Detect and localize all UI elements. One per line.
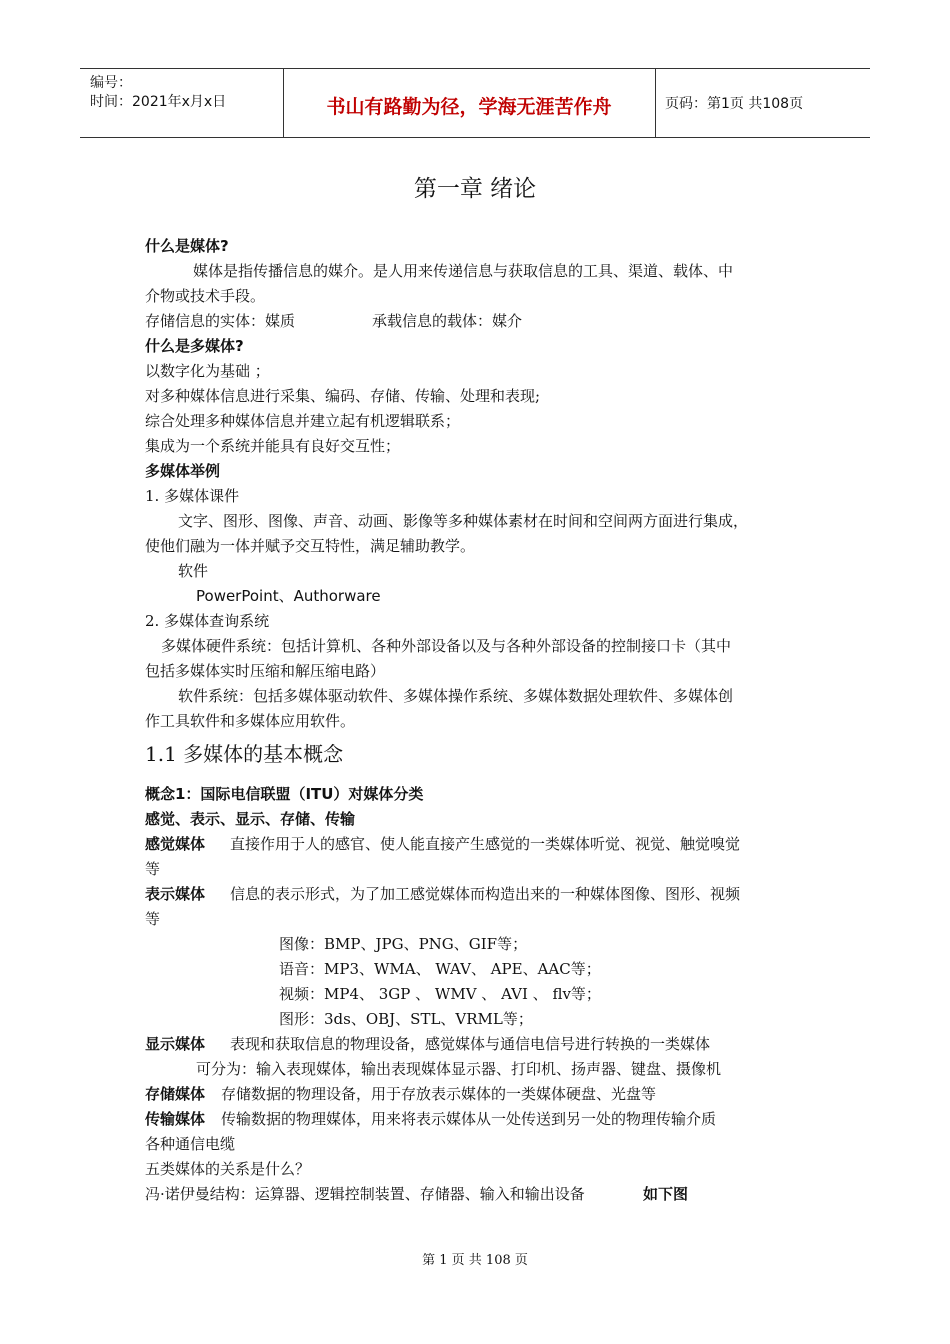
list-item: 综合处理多种媒体信息并建立起有机逻辑联系；: [145, 412, 461, 430]
question-relationship: 五类媒体的关系是什么？: [145, 1160, 311, 1178]
paragraph-line: 文字、图形、图像、声音、动画、影像等多种媒体素材在时间和空间两方面进行集成，: [178, 512, 749, 530]
number-label: 编号：: [90, 75, 132, 91]
term-definition: 表现和获取信息的物理设备，感觉媒体与通信电信号进行转换的一类媒体: [230, 1035, 711, 1053]
term-label: 表示媒体: [145, 885, 206, 903]
term-label: 存储媒体: [145, 1085, 206, 1103]
list-item: 以数字化为基础 ；: [145, 362, 270, 380]
term-definition: 信息的表示形式，为了加工感觉媒体而构造出来的一种媒体图像、图形、视频: [230, 885, 741, 903]
paragraph-line: 使他们融为一体并赋予交互特性，满足辅助教学。: [145, 537, 476, 555]
paragraph-line: 介物或技术手段。: [145, 287, 266, 305]
paragraph-line: 媒体是指传播信息的媒介。是人用来传递信息与获取信息的工具、渠道、载体、中: [193, 262, 734, 280]
software-names: PowerPoint、Authorware: [196, 587, 381, 605]
term-definition: 存储数据的物理设备，用于存放表示媒体的一类媒体硬盘、光盘等: [221, 1085, 657, 1103]
see-figure-note: 如下图: [643, 1185, 689, 1203]
section-title: 1.1 多媒体的基本概念: [145, 742, 344, 766]
term-definition: 可分为：输入表现媒体，输出表现媒体显示器、打印机、扬声器、键盘、摄像机: [196, 1060, 722, 1078]
term-definition: 各种通信电缆: [145, 1135, 236, 1153]
term-definition: 传输数据的物理媒体，用来将表示媒体从一处传送到另一处的物理传输介质: [221, 1110, 717, 1128]
paragraph-line: 多媒体硬件系统：包括计算机、各种外部设备以及与各种外部设备的控制接口卡（其中: [161, 637, 732, 655]
concept-heading: 概念1：国际电信联盟（ITU）对媒体分类: [145, 785, 424, 803]
question-media: 什么是媒体?: [145, 237, 229, 255]
term-definition: 等: [145, 860, 161, 878]
paragraph-line: 作工具软件和多媒体应用软件。: [145, 712, 356, 730]
term-definition: 直接作用于人的感官、使人能直接产生感觉的一类媒体听觉、视觉、触觉嗅觉: [230, 835, 741, 853]
term-label: 传输媒体: [145, 1110, 206, 1128]
page-label: 页码：第1页 共108页: [665, 96, 804, 112]
time-label: 时间：2021年x月x日: [90, 94, 227, 110]
paragraph-line: 软件系统：包括多媒体驱动软件、多媒体操作系统、多媒体数据处理软件、多媒体创: [178, 687, 734, 705]
header-page-cell: [655, 69, 870, 137]
page-footer: 第 1 页 共 108 页: [422, 1253, 528, 1268]
format-line: 视频：MP4、 3GP 、 WMV 、 AVI 、 flv等；: [279, 985, 601, 1003]
chapter-title: 第一章 绪论: [413, 176, 537, 202]
format-line: 语音：MP3、WMA、 WAV、 APE、AAC等；: [279, 960, 601, 978]
motto-text: 书山有路勤为径，学海无涯苦作舟: [326, 96, 612, 118]
term-label: 感觉媒体: [145, 835, 206, 853]
format-line: 图形：3ds、OBJ、STL、VRML等；: [279, 1010, 533, 1028]
paragraph-line: 软件: [178, 562, 209, 580]
list-item: 集成为一个系统并能具有良好交互性；: [145, 437, 401, 455]
format-line: 图像：BMP、JPG、PNG、GIF等；: [279, 935, 528, 953]
question-multimedia: 什么是多媒体?: [145, 337, 244, 355]
paragraph-line: 承载信息的载体：媒介: [372, 312, 523, 330]
example-heading: 2. 多媒体查询系统: [145, 612, 270, 630]
header-motto-cell: [283, 69, 656, 137]
header-info-cell: [80, 69, 284, 137]
term-definition: 等: [145, 910, 161, 928]
concept-subheading: 感觉、表示、显示、存储、传输: [145, 810, 356, 828]
header-table: [80, 68, 870, 138]
von-neumann-line: 冯·诺伊曼结构：运算器、逻辑控制装置、存储器、输入和输出设备: [145, 1185, 585, 1203]
paragraph-line: 包括多媒体实时压缩和解压缩电路）: [145, 662, 386, 680]
term-label: 显示媒体: [145, 1035, 206, 1053]
section-heading: 多媒体举例: [145, 462, 221, 480]
list-item: 对多种媒体信息进行采集、编码、存储、传输、处理和表现;: [145, 387, 541, 405]
paragraph-line: 存储信息的实体：媒质: [145, 312, 296, 330]
example-heading: 1. 多媒体课件: [145, 487, 240, 505]
